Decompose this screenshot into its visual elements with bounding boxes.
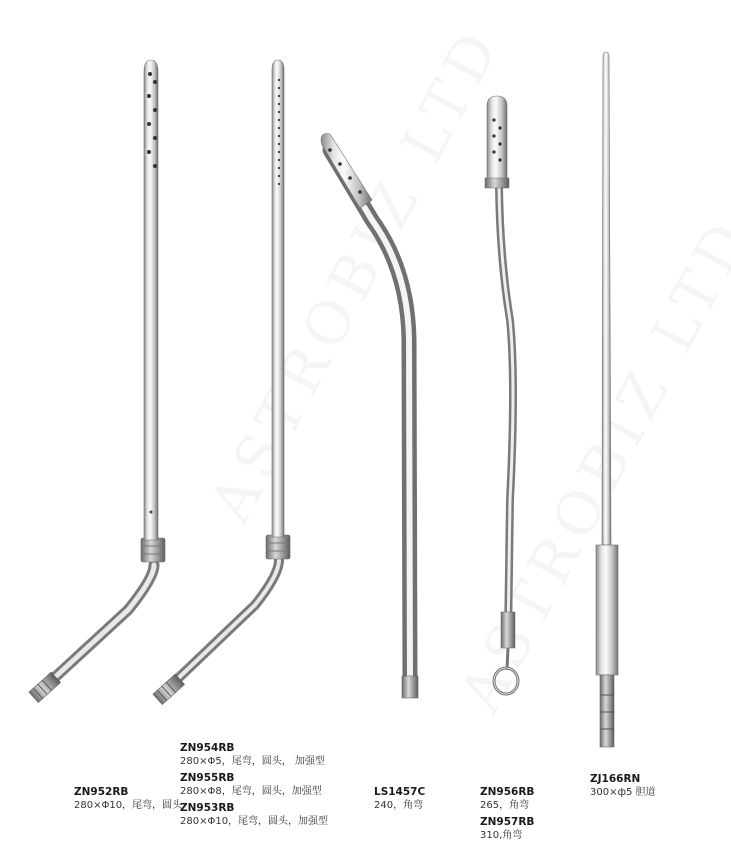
caption-group-zn954rb (180, 742, 328, 832)
product-code: ZN955RB (180, 772, 235, 784)
product-spec: 280×Φ10，尾弯，圆头 (74, 800, 183, 811)
product-spec: 300×ф5 胆道 (590, 787, 656, 798)
product-code: ZN953RB (180, 802, 235, 814)
product-code: ZN952RB (74, 786, 129, 798)
cannula-zn956rb (485, 96, 518, 694)
cannula-zn954rb (153, 60, 290, 705)
product-spec: 310,角弯 (480, 830, 523, 841)
product-spec: 280×Φ10，尾弯，圆头，加强型 (180, 816, 329, 827)
caption-ls1457c (374, 786, 425, 816)
product-spec: 280×Φ5，尾弯，圆头， 加强型 (180, 756, 325, 767)
product-code: ZJ166RN (590, 773, 641, 785)
product-spec: 265，角弯 (480, 800, 530, 811)
caption-zj166rn (590, 773, 656, 803)
caption-group-zn956rb (480, 786, 534, 846)
caption-zn952rb (74, 786, 182, 816)
product-spec: 240，角弯 (374, 800, 424, 811)
product-code: ZN956RB (480, 786, 535, 798)
probe-zj166rn (596, 52, 618, 747)
cannula-ls1457c (321, 134, 418, 698)
product-code: ZN954RB (180, 742, 235, 754)
cannula-zn952rb (29, 60, 165, 703)
product-code: ZN957RB (480, 816, 535, 828)
product-code: LS1457C (374, 786, 426, 798)
product-spec: 280×Φ8，尾弯，圆头，加强型 (180, 786, 322, 797)
